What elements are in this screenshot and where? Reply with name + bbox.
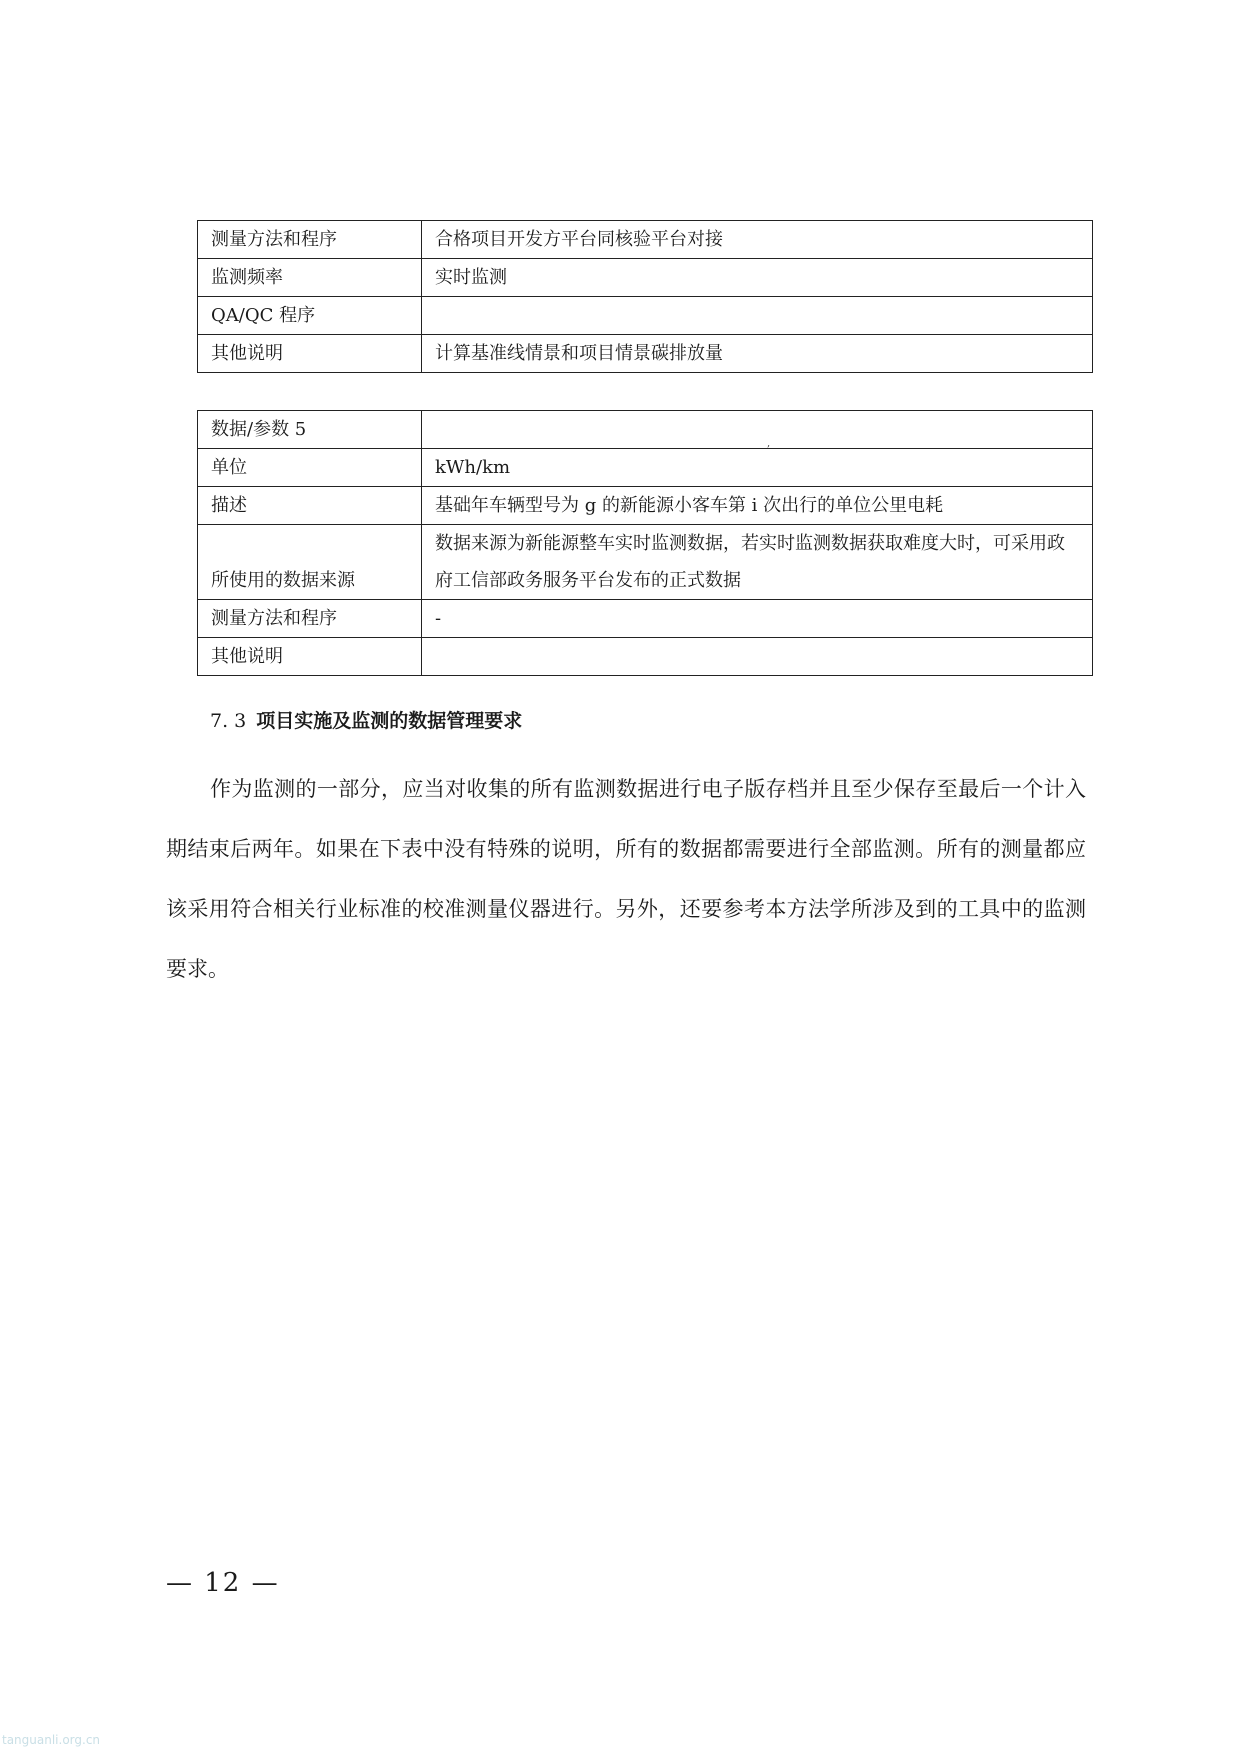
table-row [198, 638, 1093, 676]
table-row [198, 449, 1093, 487]
row-value [422, 297, 1093, 335]
row-label: QA/QC 程序 [198, 297, 422, 335]
row-value: - [422, 600, 1093, 638]
section-heading [210, 708, 522, 734]
row-value [422, 638, 1093, 676]
table-row [198, 525, 1093, 600]
table-row [198, 259, 1093, 297]
row-value: 基础年车辆型号为 g 的新能源小客车第 i 次出行的单位公里电耗 [422, 487, 1093, 525]
section-number: 7. 3 [210, 710, 247, 732]
row-label: 单位 [198, 449, 422, 487]
data-parameter-5-table [197, 410, 1093, 676]
monitoring-parameter-table-continued [197, 220, 1093, 373]
table-row [198, 297, 1093, 335]
row-label: 监测频率 [198, 259, 422, 297]
table-row [198, 221, 1093, 259]
row-label: 测量方法和程序 [198, 221, 422, 259]
row-label: 数据/参数 5 [198, 411, 422, 449]
row-value: 数据来源为新能源整车实时监测数据，若实时监测数据获取难度大时，可采用政府工信部政务服务平台发布的正式数据 [422, 525, 1093, 600]
body-paragraph: 作为监测的一部分，应当对收集的所有监测数据进行电子版存档并且至少保存至最后一个计入期结束后两年。如果在下表中没有特殊的说明，所有的数据都需要进行全部监测。所有的测量都应该采用符合相关行业标准的校准测量仪器进行。另外，还要参考本方法学所涉及到的工具中的监测要求。 [166, 777, 1086, 981]
row-label: 其他说明 [198, 335, 422, 373]
section-title: 项目实施及监测的数据管理要求 [256, 710, 523, 732]
row-value [422, 411, 1093, 449]
watermark: tanguanli.org.cn [2, 1733, 101, 1747]
row-label: 测量方法和程序 [198, 600, 422, 638]
table-row [198, 487, 1093, 525]
row-value: 合格项目开发方平台同核验平台对接 [422, 221, 1093, 259]
table-row [198, 411, 1093, 449]
table-row [198, 600, 1093, 638]
row-label: 其他说明 [198, 638, 422, 676]
row-value: kWh/km [422, 449, 1093, 487]
table-row [198, 335, 1093, 373]
row-label: 所使用的数据来源 [198, 525, 422, 600]
row-value: 计算基准线情景和项目情景碳排放量 [422, 335, 1093, 373]
row-value: 实时监测 [422, 259, 1093, 297]
page-number: — 12 — [166, 1568, 280, 1598]
row-label: 描述 [198, 487, 422, 525]
stray-mark: , [767, 438, 771, 449]
